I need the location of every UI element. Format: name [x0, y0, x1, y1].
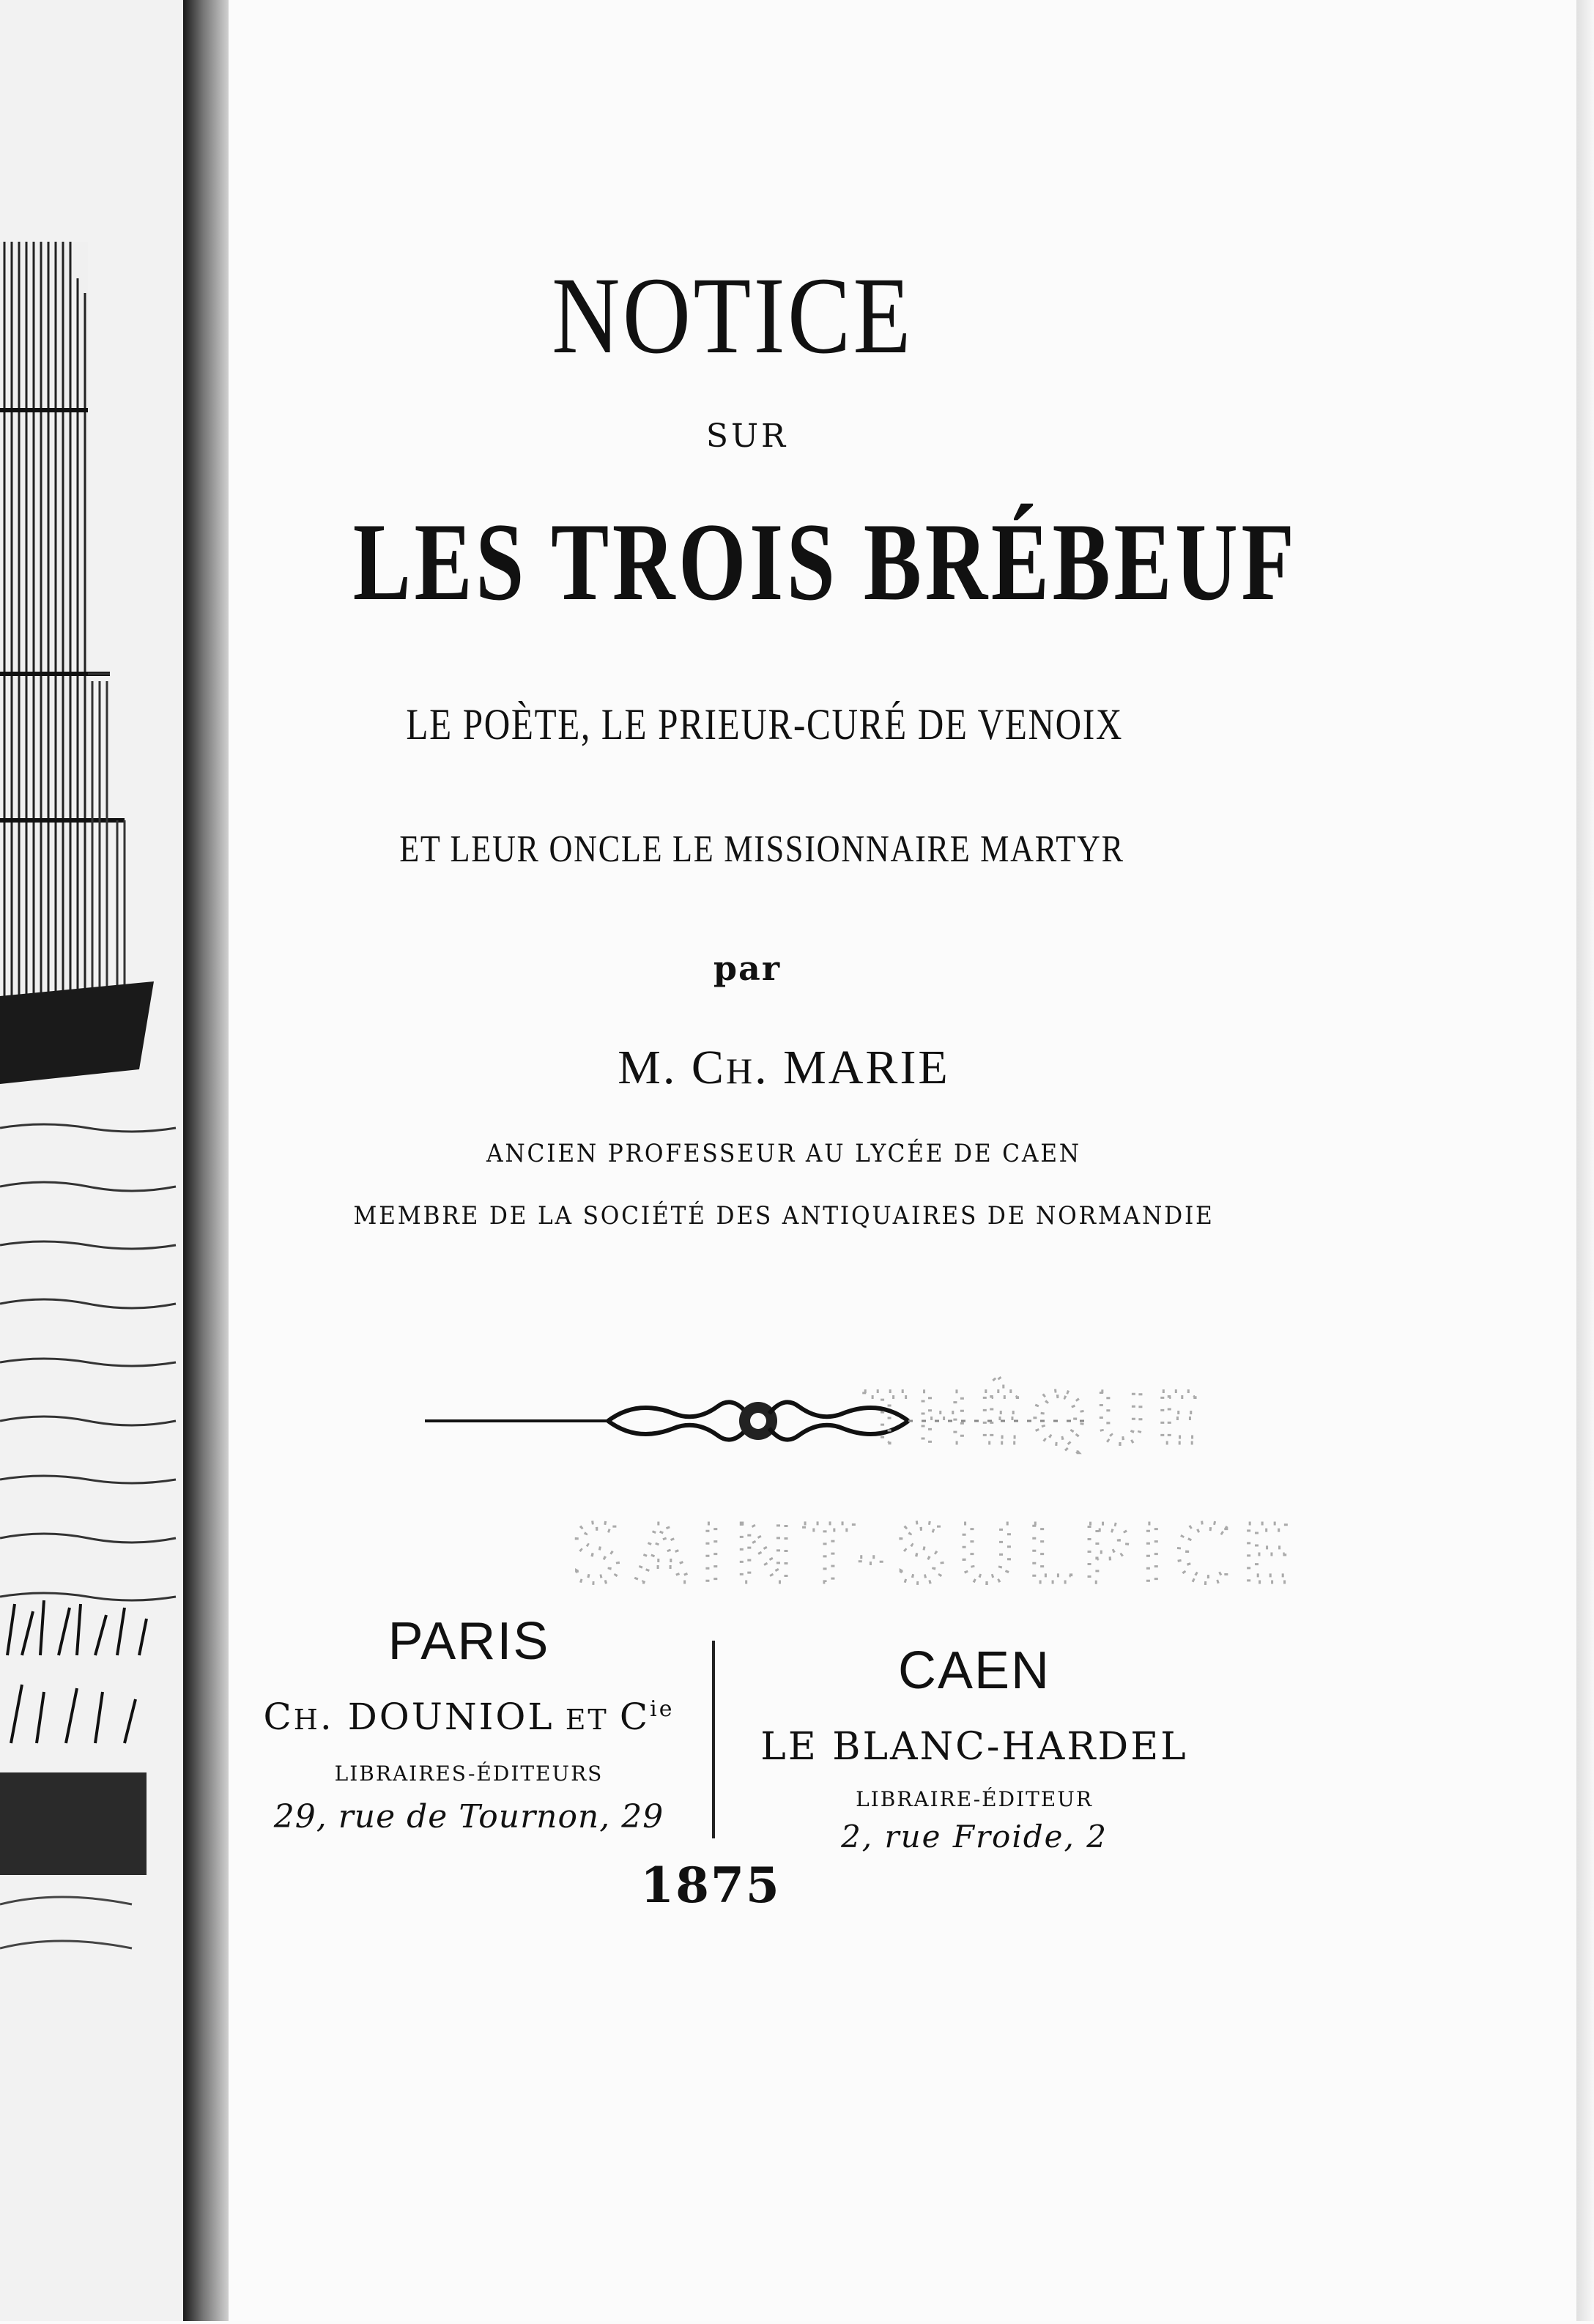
- caen-address: 2, rue Froide, 2: [841, 1819, 1108, 1855]
- author-smallcap: H: [725, 1050, 755, 1091]
- paris-address: 29, rue de Tournon, 29: [273, 1798, 664, 1835]
- byline-par: par: [713, 948, 782, 988]
- facing-page-engraving: [0, 0, 183, 2321]
- svg-text:SAINT-SULPICE: SAINT-SULPICE: [571, 1507, 1302, 1601]
- author-rest: . MARIE: [755, 1041, 950, 1094]
- caen-publisher-role: LIBRAIRE-ÉDITEUR: [856, 1787, 1093, 1811]
- publisher-divider: [712, 1641, 715, 1838]
- paris-publisher: [242, 1696, 696, 1738]
- svg-text:THÈQUE: THÈQUE: [864, 1378, 1209, 1460]
- paris-pub-et: ET: [554, 1704, 620, 1736]
- paris-publisher-role: LIBRAIRES-ÉDITEURS: [334, 1761, 604, 1786]
- perforated-library-stamp: [557, 1362, 1302, 1626]
- paris-pub-ci: C: [619, 1696, 650, 1738]
- publication-year: 1875: [640, 1857, 781, 1914]
- author-role-1: ANCIEN PROFESSEUR AU LYCÉE DE CAEN: [486, 1139, 1081, 1168]
- caen-publisher: LE BLANC-HARDEL: [760, 1725, 1188, 1769]
- paris-pub-c: C: [263, 1696, 294, 1738]
- main-title: LES TROIS BRÉBEUF: [352, 500, 1298, 623]
- title-sur: SUR: [705, 417, 789, 455]
- engraving-illustration: [0, 0, 183, 2321]
- author-role-2: MEMBRE DE LA SOCIÉTÉ DES ANTIQUAIRES DE NORMANDIE: [353, 1201, 1215, 1230]
- title-notice: NOTICE: [552, 255, 913, 376]
- subtitle-line-1: LE POÈTE, LE PRIEUR-CURÉ DE VENOIX: [406, 700, 1124, 749]
- subtitle-line-2: ET LEUR ONCLE LE MISSIONNAIRE MARTYR: [399, 828, 1124, 870]
- paris-pub-h: H: [293, 1704, 320, 1736]
- caen-city: CAEN: [897, 1641, 1051, 1700]
- paris-city: PARIS: [388, 1612, 550, 1671]
- paris-pub-main: . DOUNIOL: [319, 1696, 555, 1738]
- page-edge: [1576, 0, 1594, 2321]
- book-gutter: [183, 0, 229, 2321]
- author-prefix: M. C: [618, 1041, 726, 1094]
- paris-pub-sup: ie: [650, 1696, 675, 1722]
- author-name: [505, 1040, 1062, 1096]
